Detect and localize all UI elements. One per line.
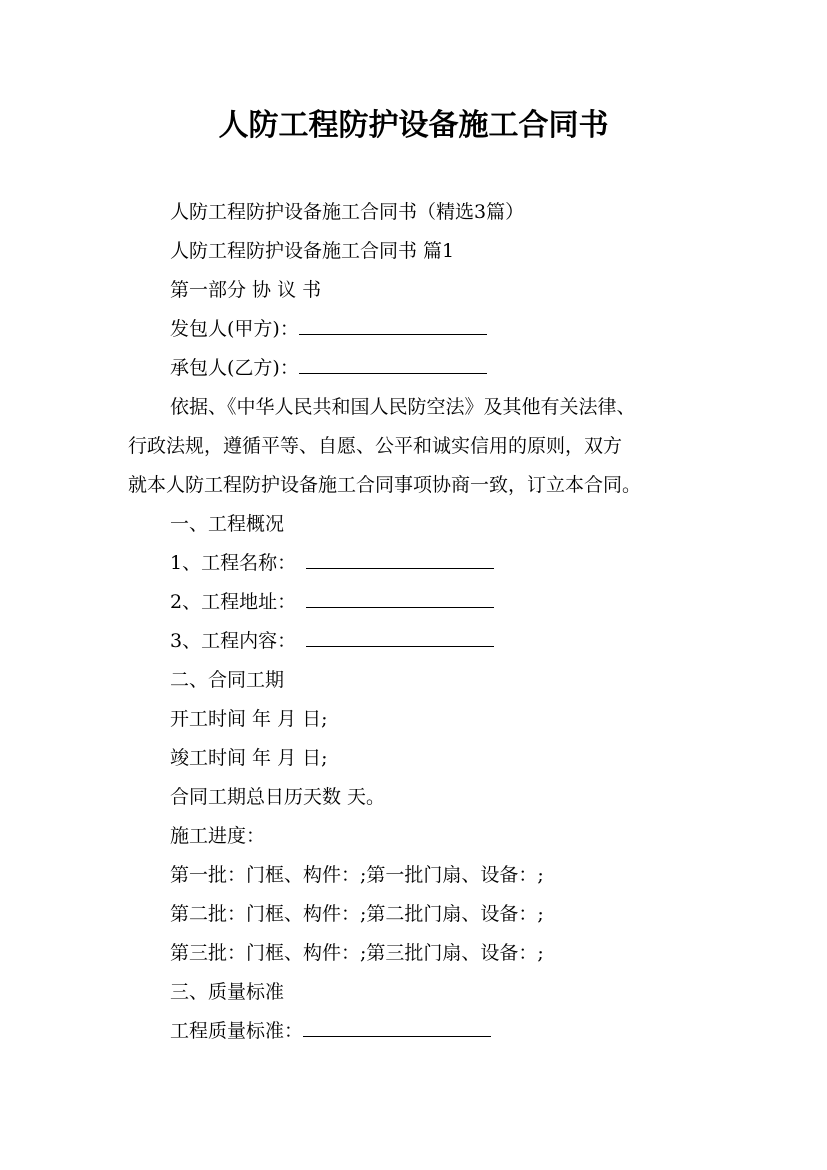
section-heading: 三、质量标准	[170, 981, 285, 1003]
batch-line: 第三批：门框、构件：;第三批门扇、设备：;	[170, 942, 544, 964]
quality-standard-blank	[303, 1019, 491, 1037]
batch-line: 第二批：门框、构件：;第二批门扇、设备：;	[170, 903, 544, 925]
party-a-label: 发包人(甲方)：	[170, 318, 299, 340]
section-heading: 人防工程防护设备施工合同书 篇1	[170, 240, 455, 262]
paragraph-line: 行政法规，遵循平等、自愿、公平和诚实信用的原则，双方	[128, 435, 623, 457]
project-name-label: 1、工程名称：	[170, 552, 297, 574]
paragraph-line: 依据、《中华人民共和国人民防空法》及其他有关法律、	[170, 396, 636, 418]
paragraph-line: 就本人防工程防护设备施工合同事项协商一致，订立本合同。	[128, 474, 642, 496]
subtitle-line: 人防工程防护设备施工合同书（精选3篇）	[170, 201, 525, 223]
project-content-blank	[306, 629, 494, 647]
section-heading: 一、工程概况	[170, 513, 285, 535]
schedule-heading: 施工进度：	[170, 825, 266, 847]
party-b-line	[170, 356, 487, 380]
party-b-label: 承包人(乙方)：	[170, 357, 299, 379]
quality-standard-label: 工程质量标准：	[170, 1020, 304, 1042]
project-address-blank	[306, 590, 494, 608]
project-name-line	[170, 551, 504, 575]
duration-line: 合同工期总日历天数 天。	[170, 786, 386, 808]
project-address-line	[170, 590, 504, 614]
project-address-label: 2、工程地址：	[170, 591, 297, 613]
party-a-blank	[299, 317, 487, 335]
party-a-line	[170, 317, 487, 341]
section-heading: 二、合同工期	[170, 669, 285, 691]
part-heading: 第一部分 协 议 书	[170, 279, 322, 301]
party-b-blank	[299, 356, 487, 374]
end-date-line: 竣工时间 年 月 日;	[170, 747, 328, 769]
project-content-label: 3、工程内容：	[170, 630, 297, 652]
start-date-line: 开工时间 年 月 日;	[170, 708, 328, 730]
project-name-blank	[306, 551, 494, 569]
batch-line: 第一批：门框、构件：;第一批门扇、设备：;	[170, 864, 544, 886]
quality-standard-line	[170, 1019, 501, 1043]
document-title: 人防工程防护设备施工合同书	[218, 108, 609, 143]
project-content-line	[170, 629, 504, 653]
